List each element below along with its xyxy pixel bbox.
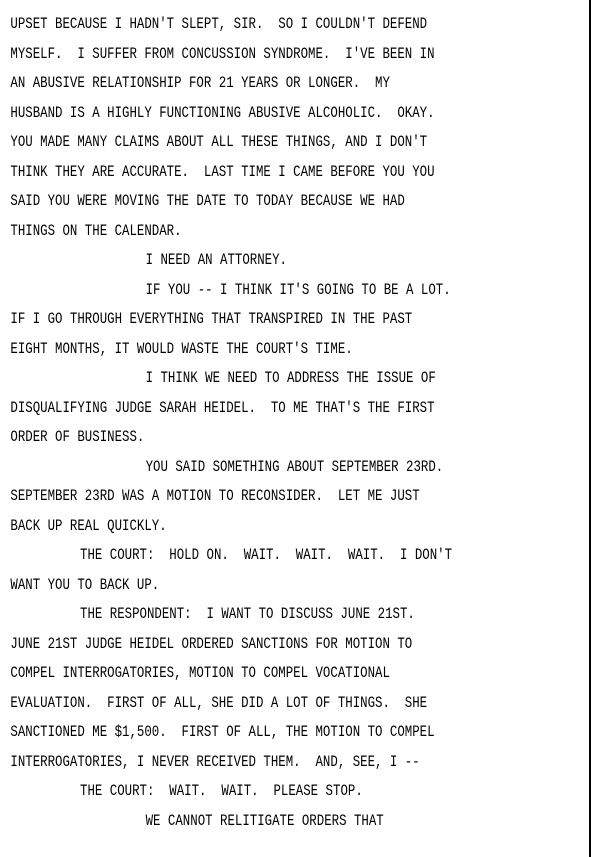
transcript-line: I NEED AN ATTORNEY.: [145, 251, 287, 269]
transcript-line: YOU SAID SOMETHING ABOUT SEPTEMBER 23RD.: [145, 457, 444, 476]
transcript-line: EVALUATION. FIRST OF ALL, SHE DID A LOT OF THINGS. SHE: [10, 693, 428, 712]
transcript-line: UPSET BECAUSE I HADN'T SLEPT, SIR. SO I COULDN'T DEFEND: [10, 15, 428, 33]
transcript-line: I THINK WE NEED TO ADDRESS THE ISSUE OF: [145, 369, 436, 387]
transcript-line: DISQUALIFYING JUDGE SARAH HEIDEL. TO ME THAT'S THE FIRST: [10, 398, 435, 417]
transcript-line: INTERROGATORIES, I NEVER RECEIVED THEM. AND, SEE, I --: [10, 752, 420, 771]
transcript-line: AN ABUSIVE RELATIONSHIP FOR 21 YEARS OR LONGER. MY: [10, 74, 390, 92]
transcript-line: THE RESPONDENT: I WANT TO DISCUSS JUNE 21ST.: [80, 605, 415, 623]
transcript-line: JUNE 21ST JUDGE HEIDEL ORDERED SANCTIONS FOR MOTION TO: [10, 634, 413, 653]
transcript-line: ORDER OF BUSINESS.: [10, 428, 145, 446]
transcript-lines: [0, 10, 589, 836]
transcript-line: EIGHT MONTHS, IT WOULD WASTE THE COURT'S TIME.: [10, 339, 353, 358]
transcript-line: WE CANNOT RELITIGATE ORDERS THAT: [145, 811, 384, 830]
transcript-line: BACK UP REAL QUICKLY.: [10, 516, 167, 535]
transcript-line: YOU MADE MANY CLAIMS ABOUT ALL THESE THINGS, AND I DON'T: [10, 133, 428, 151]
transcript-line: HUSBAND IS A HIGHLY FUNCTIONING ABUSIVE ALCOHOLIC. OKAY.: [10, 103, 435, 122]
transcript-line: WANT YOU TO BACK UP.: [10, 575, 160, 594]
transcript-line: MYSELF. I SUFFER FROM CONCUSSION SYNDROME. I'VE BEEN IN: [10, 44, 435, 63]
transcript-line: IF YOU -- I THINK IT'S GOING TO BE A LOT.: [145, 280, 451, 299]
transcript-line: SANCTIONED ME $1,500. FIRST OF ALL, THE MOTION TO COMPEL: [10, 723, 435, 741]
right-margin-rule: [589, 0, 591, 857]
transcript-line: THINK THEY ARE ACCURATE. LAST TIME I CAME BEFORE YOU YOU: [10, 162, 435, 181]
transcript-line: IF I GO THROUGH EVERYTHING THAT TRANSPIRED IN THE PAST: [10, 310, 413, 328]
transcript-line: COMPEL INTERROGATORIES, MOTION TO COMPEL VOCATIONAL: [10, 664, 390, 682]
transcript-line: SAID YOU WERE MOVING THE DATE TO TODAY BECAUSE WE HAD: [10, 192, 405, 210]
transcript-line: THE COURT: WAIT. WAIT. PLEASE STOP.: [80, 782, 363, 800]
transcript-line: SEPTEMBER 23RD WAS A MOTION TO RECONSIDER. LET ME JUST: [10, 487, 420, 505]
transcript-line: THE COURT: HOLD ON. WAIT. WAIT. WAIT. I DON'T: [80, 546, 453, 564]
transcript-line: THINGS ON THE CALENDAR.: [10, 221, 182, 240]
